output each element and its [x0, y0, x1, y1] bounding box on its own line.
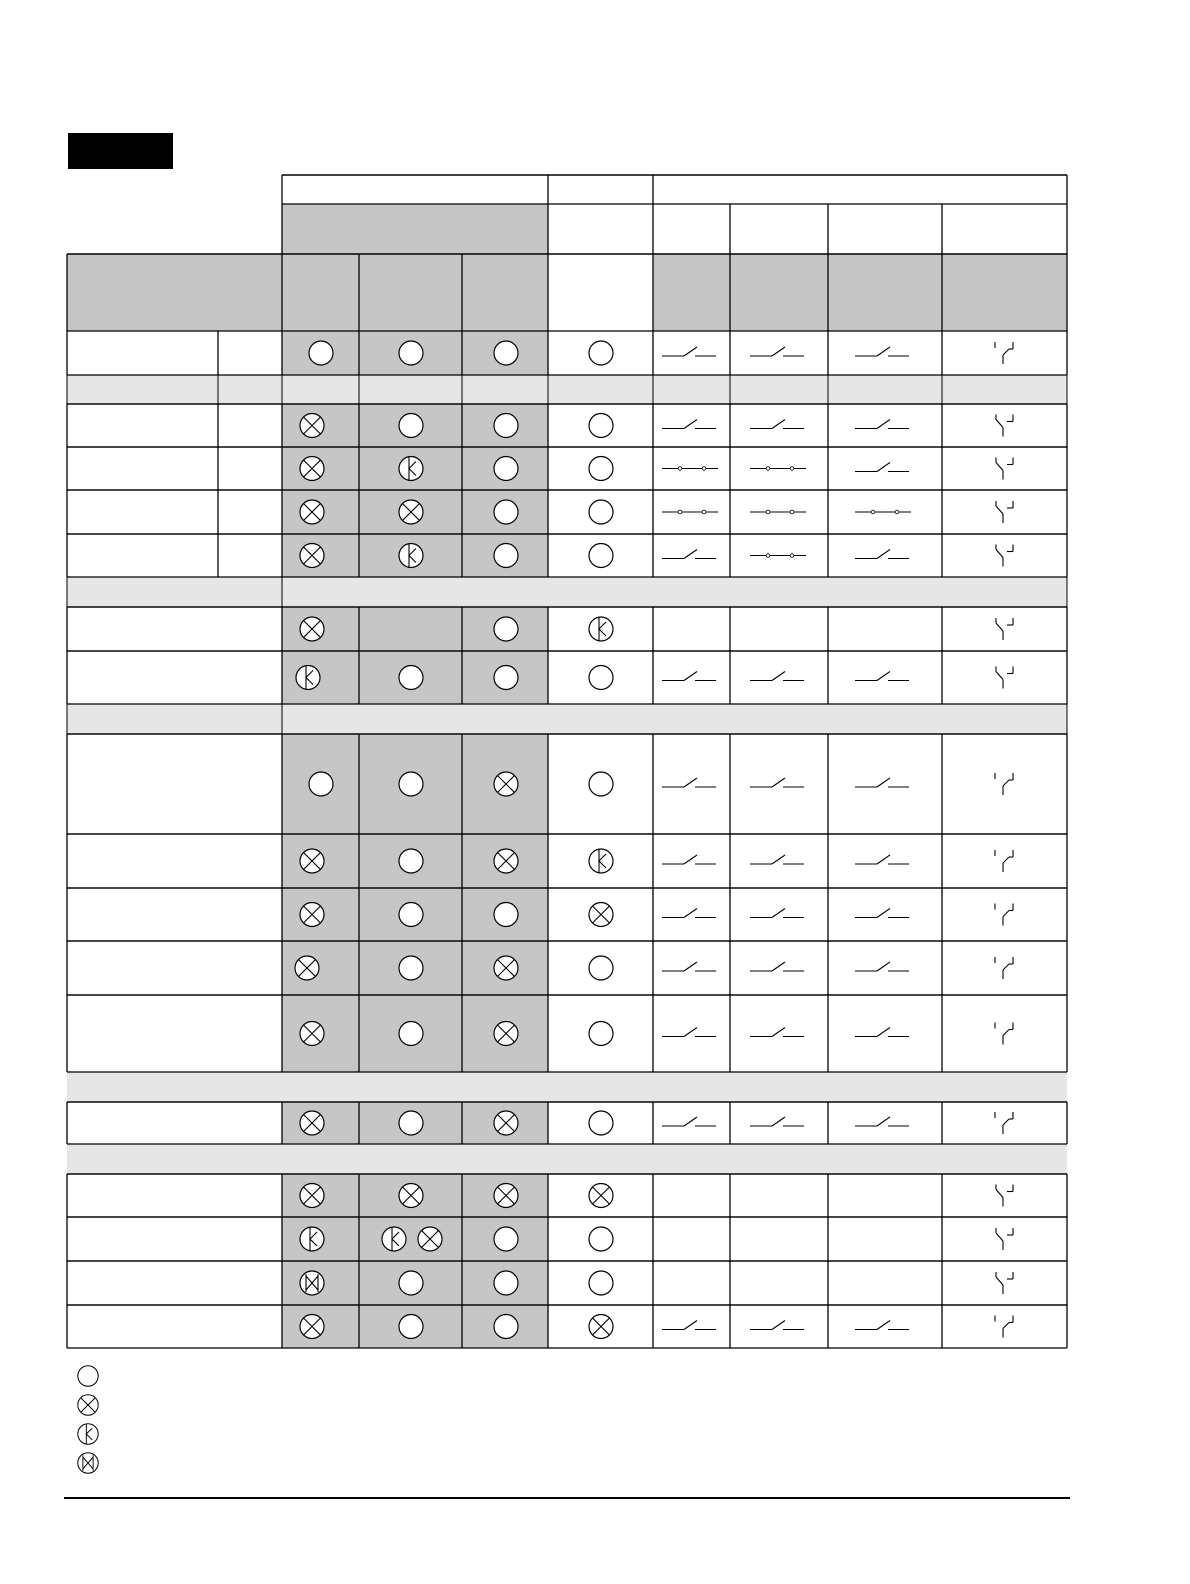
section-band	[67, 704, 1067, 734]
lamp-off-icon	[589, 772, 613, 796]
contact-open-icon	[662, 347, 716, 356]
relay-energized-icon	[995, 850, 1013, 872]
contact-open-icon	[750, 778, 804, 787]
contact-closed-icon	[750, 510, 806, 514]
lamp-off-icon	[589, 1111, 613, 1135]
relay-energized-icon	[995, 773, 1013, 795]
contact-open-icon	[662, 672, 716, 681]
contact-open-icon	[662, 778, 716, 787]
relay-energized-icon	[995, 957, 1013, 979]
lamp-on-icon	[300, 544, 324, 568]
contact-closed-icon	[750, 467, 806, 471]
footer-rule	[64, 1497, 1070, 1499]
relay-released-icon	[996, 501, 1013, 523]
relay-released-icon	[996, 1272, 1013, 1294]
lamp-off-icon	[494, 544, 518, 568]
lamp-off-icon	[494, 1227, 518, 1251]
contact-closed-icon	[662, 510, 718, 514]
contact-open-icon	[662, 420, 716, 429]
contact-closed-icon	[662, 467, 718, 471]
header-label-bg	[67, 254, 282, 331]
lamp-on-icon	[494, 1022, 518, 1046]
lamp-off-icon	[309, 772, 333, 796]
relay-released-icon	[996, 458, 1013, 480]
lamp-on-icon	[300, 414, 324, 438]
contact-open-icon	[750, 347, 804, 356]
contact-open-icon	[855, 463, 909, 472]
lamp-on-icon	[300, 1022, 324, 1046]
contact-open-icon	[855, 1321, 909, 1330]
contact-open-icon	[662, 855, 716, 864]
contact-open-icon	[750, 420, 804, 429]
contact-open-icon	[662, 1028, 716, 1037]
relay-energized-icon	[995, 1023, 1013, 1045]
lamp-off-icon	[589, 1271, 613, 1295]
lamp-off-icon	[494, 666, 518, 690]
section-band	[67, 375, 1067, 404]
lamp-off-icon	[589, 956, 613, 980]
relay-released-icon	[996, 1185, 1013, 1207]
lamp-on-icon	[589, 1315, 613, 1339]
contact-open-icon	[855, 909, 909, 918]
header-output-col-bg	[653, 254, 730, 331]
lamp-on-icon	[300, 500, 324, 524]
header-output-col-bg	[828, 254, 942, 331]
lamp-on-icon	[300, 849, 324, 873]
contact-open-icon	[750, 672, 804, 681]
lamp-flashing-icon	[399, 544, 423, 568]
contact-open-icon	[855, 962, 909, 971]
contact-closed-icon	[855, 510, 911, 514]
lamp-off-icon	[399, 956, 423, 980]
relay-released-icon	[996, 618, 1013, 640]
legend-lamp-off-icon	[78, 1366, 98, 1386]
lamp-on-icon	[300, 457, 324, 481]
relay-released-icon	[996, 415, 1013, 437]
contact-open-icon	[855, 778, 909, 787]
section-band	[67, 577, 1067, 607]
lamp-on-icon	[589, 903, 613, 927]
lamp-flashing-icon	[382, 1227, 406, 1251]
relay-released-icon	[996, 1228, 1013, 1250]
contact-closed-icon	[750, 554, 806, 558]
lamp-on-icon	[418, 1227, 442, 1251]
contact-open-icon	[855, 672, 909, 681]
lamp-on-icon	[494, 1111, 518, 1135]
lamp-off-icon	[399, 341, 423, 365]
relay-energized-icon	[995, 1112, 1013, 1134]
section-band	[67, 1144, 1067, 1174]
lamp-on-icon	[300, 1315, 324, 1339]
lamp-on-icon	[399, 500, 423, 524]
relay-energized-icon	[995, 1316, 1013, 1338]
lamp-flashing-icon	[399, 457, 423, 481]
contact-open-icon	[662, 909, 716, 918]
contact-open-icon	[750, 855, 804, 864]
header-output-col-bg	[942, 254, 1067, 331]
contact-open-icon	[662, 1321, 716, 1330]
lamp-off-icon	[399, 772, 423, 796]
lamp-flashing-icon	[296, 666, 320, 690]
lamp-off-icon	[399, 414, 423, 438]
lamp-on-icon	[589, 1184, 613, 1208]
contact-open-icon	[855, 1028, 909, 1037]
lamp-off-icon	[589, 1227, 613, 1251]
lamp-off-icon	[399, 666, 423, 690]
contact-open-icon	[855, 550, 909, 559]
lamp-off-icon	[494, 341, 518, 365]
relay-energized-icon	[995, 904, 1013, 926]
lamp-off-icon	[494, 414, 518, 438]
contact-open-icon	[750, 1321, 804, 1330]
header-lamp-col-bg	[282, 254, 359, 331]
relay-released-icon	[996, 667, 1013, 689]
lamp-on-icon	[494, 772, 518, 796]
lamp-off-icon	[494, 500, 518, 524]
lamp-off-icon	[494, 903, 518, 927]
legend-lamp-on-icon	[78, 1395, 98, 1415]
lamp-on-icon	[494, 956, 518, 980]
lamp-off-icon	[589, 544, 613, 568]
header-lamp-col-bg	[359, 254, 462, 331]
legend-lamp-alternating-flash-icon	[78, 1453, 98, 1473]
section-band	[67, 1072, 1067, 1102]
legend-lamp-flashing-icon	[78, 1424, 98, 1444]
lamp-off-icon	[399, 1271, 423, 1295]
lamp-off-icon	[399, 903, 423, 927]
lamp-off-icon	[589, 457, 613, 481]
lamp-off-icon	[399, 1022, 423, 1046]
contact-open-icon	[750, 909, 804, 918]
lamp-on-icon	[300, 617, 324, 641]
lamp-off-icon	[399, 1111, 423, 1135]
lamp-off-icon	[589, 414, 613, 438]
lamp-flashing-icon	[589, 849, 613, 873]
contact-open-icon	[750, 962, 804, 971]
lamp-off-icon	[589, 341, 613, 365]
lamp-on-icon	[494, 849, 518, 873]
lamp-off-icon	[399, 1315, 423, 1339]
relay-released-icon	[996, 545, 1013, 567]
contact-open-icon	[662, 962, 716, 971]
lamp-off-icon	[309, 341, 333, 365]
lamp-off-icon	[494, 617, 518, 641]
lamp-on-icon	[300, 1184, 324, 1208]
lamp-off-icon	[589, 1022, 613, 1046]
lamp-on-icon	[494, 1184, 518, 1208]
contact-open-icon	[750, 1028, 804, 1037]
lamp-off-icon	[494, 457, 518, 481]
lamp-off-icon	[494, 1271, 518, 1295]
relay-energized-icon	[995, 342, 1013, 364]
lamp-on-icon	[399, 1184, 423, 1208]
lamp-on-icon	[300, 903, 324, 927]
lamp-flashing-icon	[300, 1227, 324, 1251]
contact-open-icon	[855, 347, 909, 356]
header-lamp-group-bg	[282, 204, 548, 254]
lamp-on-icon	[300, 1111, 324, 1135]
lamp-alternating-flash-icon	[300, 1271, 324, 1295]
contact-open-icon	[662, 1117, 716, 1126]
lamp-off-icon	[399, 849, 423, 873]
header-output-col-bg	[730, 254, 828, 331]
lamp-off-icon	[589, 666, 613, 690]
contact-open-icon	[750, 1117, 804, 1126]
lamp-flashing-icon	[589, 617, 613, 641]
contact-open-icon	[855, 1117, 909, 1126]
lamp-on-icon	[295, 956, 319, 980]
lamp-off-icon	[589, 500, 613, 524]
contact-open-icon	[855, 855, 909, 864]
contact-open-icon	[855, 420, 909, 429]
header-lamp-col-bg	[462, 254, 548, 331]
contact-open-icon	[662, 550, 716, 559]
lamp-off-icon	[494, 1315, 518, 1339]
